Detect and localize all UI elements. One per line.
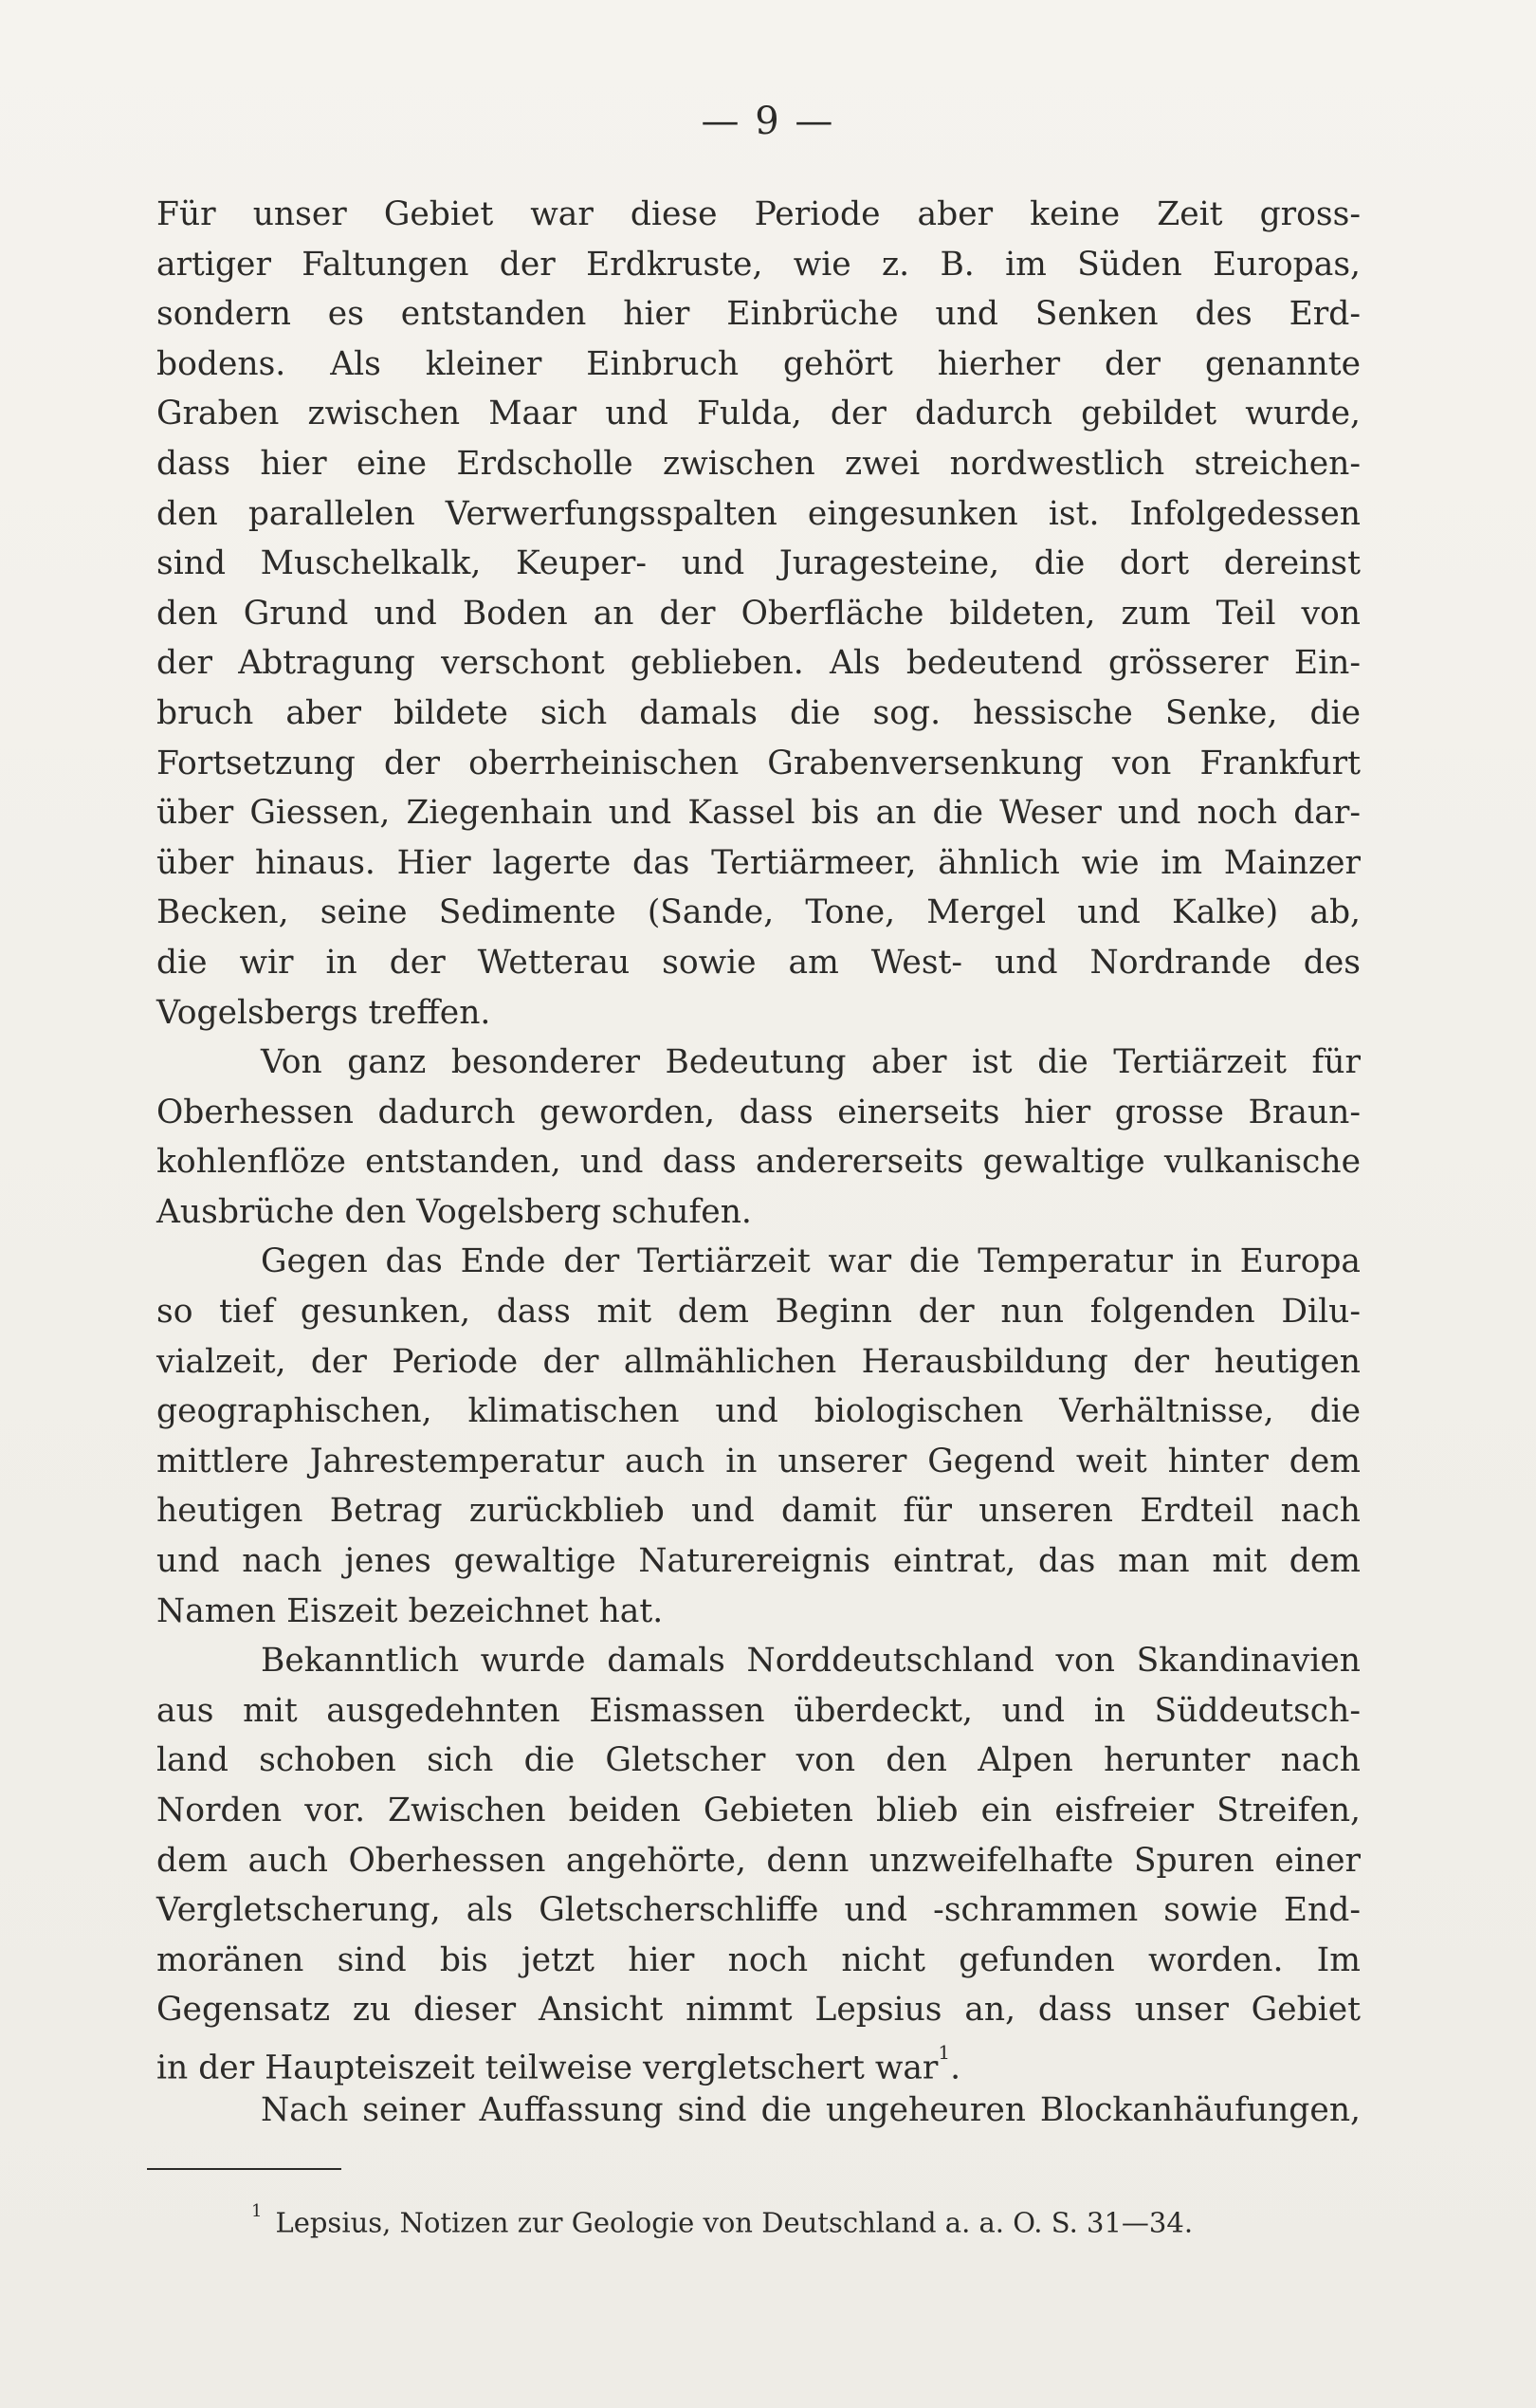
text-line: sondern es entstanden hier Einbrüche und Senken des Erd- [156,295,1361,334]
text-line: Gegen das Ende der Tertiärzeit war die Temperatur in Europa [261,1242,1361,1281]
text-line: heutigen Betrag zurückblieb und damit für unseren Erdteil nach [156,1492,1361,1531]
paragraph [156,190,1361,1038]
text-line: aus mit ausgedehnten Eismassen überdeckt, und in Süddeutsch- [156,1691,1361,1730]
text-line: so tief gesunken, dass mit dem Beginn der nun folgenden Dilu- [156,1293,1361,1332]
text-line: in der Haupteiszeit teilweise vergletschert war [156,2049,939,2087]
text-line: Nach seiner Auffassung sind die ungeheuren Blockanhäufungen, [261,2090,1361,2129]
text-line: sind Muschelkalk, Keuper- und Juragesteine, die dort dereinst [156,544,1361,583]
paragraph [156,2086,1361,2136]
text-line: Ausbrüche den Vogelsberg schufen. [156,1192,752,1231]
text-line: und nach jenes gewaltige Naturereignis eintrat, das man mit dem [156,1542,1361,1581]
text-line: moränen sind bis jetzt hier noch nicht gefunden worden. Im [156,1940,1361,1979]
text-line: über hinaus. Hier lagerte das Tertiärmeer, ähnlich wie im Mainzer [156,843,1361,882]
footnote-divider [147,2168,341,2170]
text-line: den parallelen Verwerfungsspalten eingesunken ist. Infolgedessen [156,494,1361,533]
text-line: dem auch Oberhessen angehörte, denn unzweifelhafte Spuren einer [156,1841,1361,1880]
paragraph [156,1636,1361,2085]
page-number: — 9 — [701,100,835,143]
body-text [156,190,1361,2135]
text-line: der Abtragung verschont geblieben. Als bedeutend grösserer Ein- [156,644,1361,683]
paragraph [156,1038,1361,1237]
text-line: bodens. Als kleiner Einbruch gehört hierher der genannte [156,344,1361,383]
text-line: die wir in der Wetterau sowie am West- und Nordrande des [156,943,1361,982]
text-line: vialzeit, der Periode der allmählichen Herausbildung der heutigen [156,1342,1361,1381]
text-line: über Giessen, Ziegenhain und Kassel bis an die Weser und noch dar- [156,794,1361,833]
text-line: Gegensatz zu dieser Ansicht nimmt Lepsius an, dass unser Gebiet [156,1991,1361,2030]
paragraph [156,1237,1361,1636]
text-line: Oberhessen dadurch geworden, dass einerseits hier grosse Braun- [156,1093,1361,1131]
text-line: den Grund und Boden an der Oberfläche bildeten, zum Teil von [156,594,1361,633]
text-line: kohlenflöze entstanden, und dass andererseits gewaltige vulkanische [156,1143,1361,1182]
text-line: Von ganz besonderer Bedeutung aber ist die Tertiärzeit für [261,1043,1361,1082]
text-line: mittlere Jahrestemperatur auch in unserer Gegend weit hinter dem [156,1442,1361,1480]
text-line: bruch aber bildete sich damals die sog. hessische Senke, die [156,693,1361,732]
text-line: Für unser Gebiet war diese Periode aber keine Zeit gross- [156,195,1361,233]
text-line: geographischen, klimatischen und biologischen Verhältnisse, die [156,1392,1361,1431]
text-line: Norden vor. Zwischen beiden Gebieten blieb ein eisfreier Streifen, [156,1792,1361,1829]
footnote-text: Lepsius, Notizen zur Geologie von Deutschland a. a. O. S. 31—34. [275,2206,1194,2239]
sentence-end: . [950,2049,961,2087]
text-line: artiger Faltungen der Erdkruste, wie z. B. im Süden Europas, [156,245,1361,284]
text-line: Graben zwischen Maar und Fulda, der dadurch gebildet wurde, [156,395,1361,433]
text-line: Fortsetzung der oberrheinischen Grabenversenkung von Frankfurt [156,744,1361,782]
text-line: Vergletscherung, als Gletscherschliffe und -schrammen sowie End- [156,1891,1361,1930]
text-line-with-footnote-ref [156,2035,1361,2086]
text-line: Bekanntlich wurde damals Norddeutschland von Skandinavien [261,1642,1361,1681]
text-line: land schoben sich die Gletscher von den Alpen herunter nach [156,1741,1361,1780]
footnote-marker: 1 [251,2201,263,2221]
text-line: dass hier eine Erdscholle zwischen zwei nordwestlich streichen- [156,444,1361,483]
text-line: Becken, seine Sedimente (Sande, Tone, Mergel und Kalke) ab, [156,893,1361,932]
text-line: Namen Eiszeit bezeichnet hat. [156,1591,664,1630]
footnote [251,2198,1193,2242]
text-line: Vogelsbergs treffen. [156,993,491,1032]
footnote-reference[interactable]: 1 [938,2040,951,2064]
